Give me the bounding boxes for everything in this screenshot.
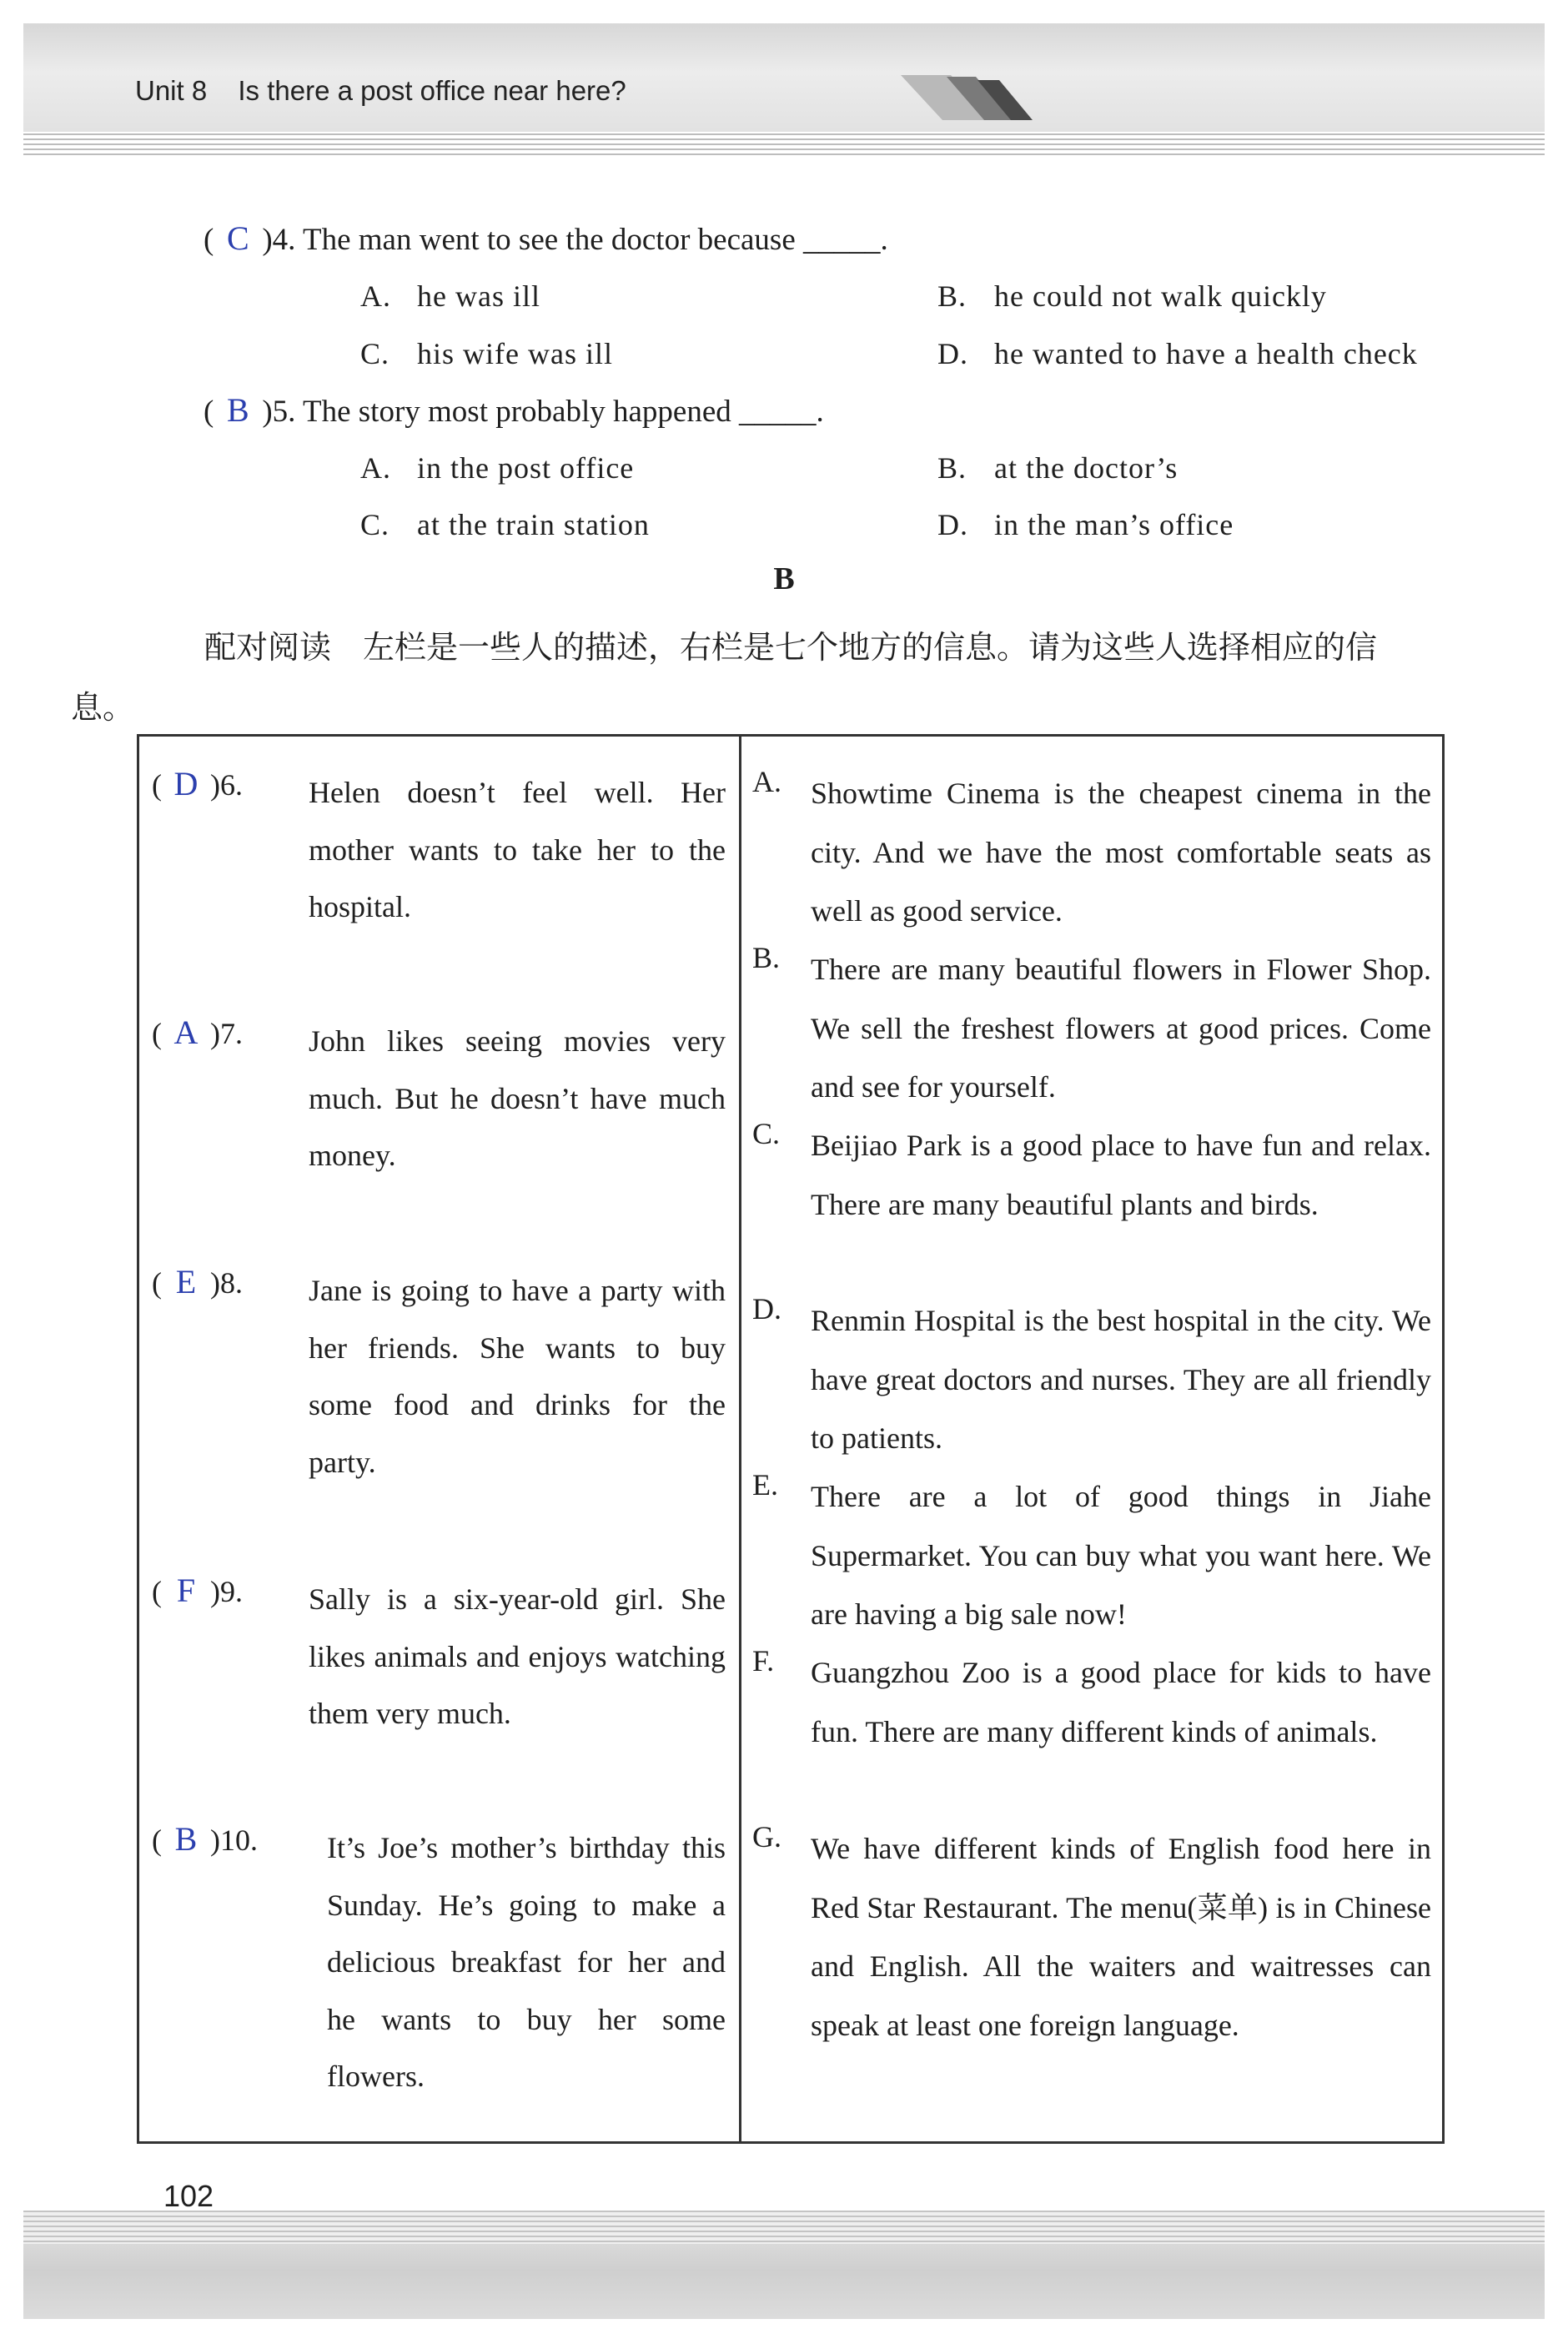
answer-8: E xyxy=(175,1263,197,1300)
matching-item-8-text: Jane is going to have a party with her friends. She wants to buy some food and drinks for the party. xyxy=(309,1274,726,1479)
question-4-stem: The man went to see the doctor because _____. xyxy=(303,223,888,257)
place-option-c-text: Beijiao Park is a good place to have fun and relax. There are many beautiful plants and birds. xyxy=(811,1129,1431,1221)
page-number: 102 xyxy=(163,2179,214,2213)
answer-7: A xyxy=(173,1014,199,1051)
place-option-a-text: Showtime Cinema is the cheapest cinema in the city. And we have the most comfortable seats as well as good service. xyxy=(811,777,1431,928)
question-4: ( C )4. The man went to see the doctor because _____. xyxy=(204,219,888,257)
footer-stripes xyxy=(23,2211,1545,2244)
matching-item-6-text: Helen doesn’t feel well. Her mother wants to take her to the hospital. xyxy=(309,776,726,923)
unit-label: Unit 8 xyxy=(135,75,208,106)
answer-6: D xyxy=(173,765,199,802)
question-4-option-b: B. he could not walk quickly xyxy=(937,279,1327,313)
question-5-stem: The story most probably happened _____. xyxy=(303,395,824,429)
question-5: ( B )5. The story most probably happened _____. xyxy=(204,391,824,429)
question-4-option-a: A. he was ill xyxy=(360,279,540,313)
question-5-option-b: B. at the doctor’s xyxy=(937,451,1179,485)
header-stripes xyxy=(23,133,1545,158)
section-b-instruction: 配对阅读 左栏是一些人的描述，右栏是七个地方的信息。请为这些人选择相应的信息。 xyxy=(71,629,1378,726)
running-header xyxy=(135,75,626,107)
section-b-heading: B xyxy=(773,561,795,596)
question-5-option-d: D. in the man’s office xyxy=(937,508,1234,541)
answer-5: B xyxy=(226,391,249,429)
matching-item-10-text: It’s Joe’s mother’s birthday this Sunday. He’s going to make a delicious breakfast for her and he wants to buy her some flowers. xyxy=(327,1831,726,2093)
place-option-d-text: Renmin Hospital is the best hospital in the city. We have great doctors and nurses. They are all friendly to patients. xyxy=(811,1304,1431,1455)
answer-4: C xyxy=(226,219,249,257)
matching-item-9-text: Sally is a six-year-old girl. She likes animals and enjoys watching them very much. xyxy=(309,1582,726,1730)
question-4-option-d: D. he wanted to have a health check xyxy=(937,337,1418,370)
question-5-option-a: A. in the post office xyxy=(360,451,635,485)
unit-title: Is there a post office near here? xyxy=(238,75,626,106)
header-decoration-graphic xyxy=(901,68,1034,127)
place-option-f-text: Guangzhou Zoo is a good place for kids to have fun. There are many different kinds of animals. xyxy=(811,1656,1431,1748)
table-column-divider xyxy=(739,734,741,2144)
question-4-option-c: C. his wife was ill xyxy=(360,337,613,370)
place-option-b-text: There are many beautiful flowers in Flower Shop. We sell the freshest flowers at good prices. Come and see for yourself. xyxy=(811,953,1431,1104)
answer-10: B xyxy=(174,1820,198,1858)
question-5-option-c: C. at the train station xyxy=(360,508,650,541)
matching-item-7-text: John likes seeing movies very much. But he doesn’t have much money. xyxy=(309,1024,726,1172)
answer-9: F xyxy=(176,1572,196,1609)
place-option-g-text: We have different kinds of English food here in Red Star Restaurant. The menu(菜单) is in Chinese and English. All the waiters and waitresses can speak at least one foreign language. xyxy=(811,1832,1431,2042)
place-option-e-text: There are a lot of good things in Jiahe Supermarket. You can buy what you want here. We are having a big sale now! xyxy=(811,1480,1431,1631)
